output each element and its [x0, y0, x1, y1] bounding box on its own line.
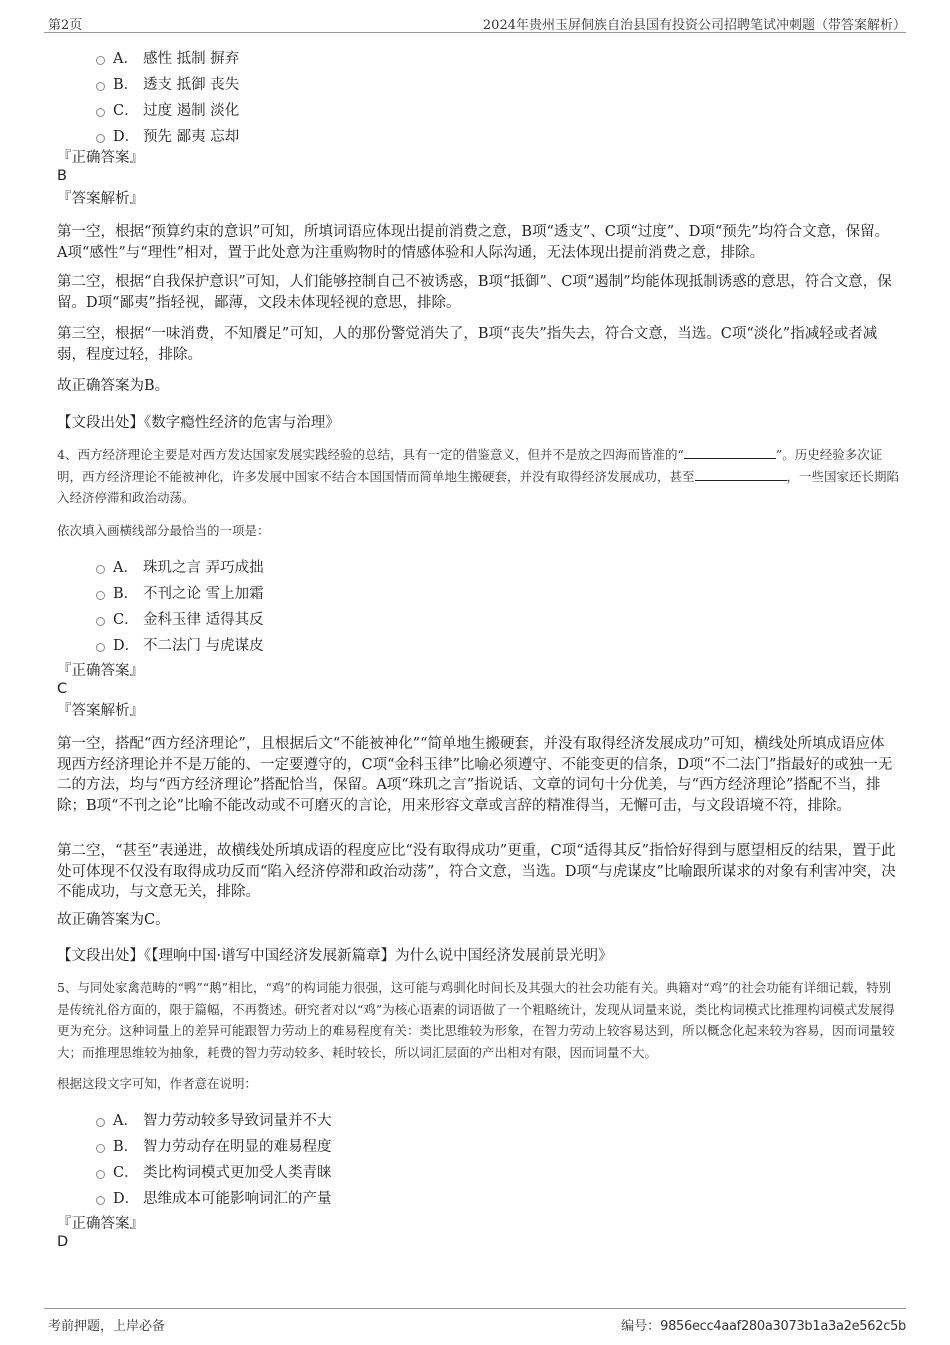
q5-correct-answer-label: 『正确答案』	[57, 1216, 144, 1232]
header-divider	[44, 32, 906, 33]
q5-options	[96, 1106, 332, 1210]
q3-analysis-2: 第二空，根据“自我保护意识”可知，人们能够控制自己不被诱惑，B项“抵御”、C项“遏制”均能体现抵制诱惑的意思，符合文意，保留。D项“鄙夷”指轻视，鄙薄，文段未体现轻视的意思，排除。	[57, 274, 892, 311]
radio-icon[interactable]	[96, 1170, 105, 1179]
radio-icon[interactable]	[96, 1196, 105, 1205]
footer-divider	[44, 1308, 906, 1309]
radio-icon[interactable]	[96, 643, 105, 652]
q4-analysis-label: 『答案解析』	[57, 703, 144, 719]
q4-stem: 4、西方经济理论主要是对西方发达国家发展实践经验的总结，具有一定的借鉴意义，但并不是放之四海而皆准的“ ”。历史经验多次证明，西方经济理论不能被神化，许多发展中国家不结合本国国情而简单地生搬硬套，并没有取得经济发展成功，甚至 ，一些国家还长期陷入经济停滞和政治动荡。	[57, 447, 900, 505]
q3-analysis-label: 『答案解析』	[57, 191, 144, 207]
q4-answer: C	[57, 681, 68, 697]
radio-icon[interactable]	[96, 134, 105, 143]
q3-source: 【文段出处】《数字瘾性经济的危害与治理》	[57, 415, 340, 431]
q4-option-a[interactable]: A． 珠玑之言 弄巧成拙	[96, 553, 264, 579]
radio-icon[interactable]	[96, 82, 105, 91]
q5-option-a[interactable]: A． 智力劳动较多导致词量并不大	[96, 1106, 332, 1132]
q4-option-c[interactable]: C． 金科玉律 适得其反	[96, 605, 264, 631]
fill-blank-2[interactable]	[695, 468, 787, 481]
q3-correct-answer-label: 『正确答案』	[57, 150, 144, 166]
q4-analysis-1: 第一空，搭配“西方经济理论”，且根据后文“不能被神化”“简单地生搬硬套，并没有取得经济发展成功”可知，横线处所填成语应体现西方经济理论并不是万能的、一定要遵守的，C项“金科玉律”比喻必须遵守、不能变更的信条，D项“不二法门”指最好的或独一无二的方法，均与“西方经济理论”搭配恰当，保留。A项“珠玑之言”指说话、文章的词句十分优美，与“西方经济理论”搭配不当，排除；B项“不刊之论”比喻不能改动或不可磨灭的言论，用来形容文章或言辞的精准得当，无懈可击，与文段语境不符，排除。	[57, 736, 893, 814]
q4-option-b[interactable]: B． 不刊之论 雪上加霜	[96, 579, 264, 605]
q5-answer: D	[57, 1234, 69, 1250]
footer-slogan: 考前押题，上岸必备	[48, 1319, 166, 1334]
q3-option-a[interactable]: A． 感性 抵制 摒弃	[96, 44, 239, 70]
q3-conclusion: 故正确答案为B。	[57, 378, 170, 394]
q5-option-b[interactable]: B． 智力劳动存在明显的难易程度	[96, 1132, 332, 1158]
q5-option-c[interactable]: C． 类比构词模式更加受人类青睐	[96, 1158, 332, 1184]
q4-prompt: 依次填入画横线部分最恰当的一项是：	[57, 523, 270, 538]
fill-blank-1[interactable]	[684, 446, 776, 459]
q3-analysis-3: 第三空，根据“一味消费，不知餍足”可知，人的那份警觉消失了，B项“丧失”指失去，符合文意，当选。C项“淡化”指减轻或者减弱，程度过轻，排除。	[57, 326, 878, 363]
page-number: 第2页	[48, 18, 83, 33]
q3-option-d[interactable]: D． 预先 鄙夷 忘却	[96, 122, 239, 148]
radio-icon[interactable]	[96, 591, 105, 600]
q4-conclusion: 故正确答案为C。	[57, 912, 170, 928]
q3-analysis-1: 第一空，根据“预算约束的意识”可知，所填词语应体现出提前消费之意，B项“透支”、C项“过度”、D项“预先”均符合文意，保留。A项“感性”与“理性”相对，置于此处意为注重购物时的情感体验和人际沟通，无法体现出提前消费之意，排除。	[57, 224, 890, 261]
radio-icon[interactable]	[96, 56, 105, 65]
q4-source: 【文段出处】《【理响中国·谱写中国经济发展新篇章】为什么说中国经济发展前景光明》	[57, 948, 613, 964]
q4-analysis-2: 第二空，“甚至”表递进，故横线处所填成语的程度应比“没有取得成功”更重，C项“适得其反”指恰好得到与愿望相反的结果，置于此处可体现不仅没有取得成功反而“陷入经济停滞和政治动荡”，符合文意，当选。D项“与虎谋皮”比喻跟所谋求的对象有利害冲突，决不能成功，与文意无关，排除。	[57, 843, 896, 900]
q4-correct-answer-label: 『正确答案』	[57, 663, 144, 679]
radio-icon[interactable]	[96, 565, 105, 574]
q4-options	[96, 553, 264, 657]
q3-answer: B	[57, 168, 67, 184]
q3-option-b[interactable]: B． 透支 抵御 丧失	[96, 70, 239, 96]
radio-icon[interactable]	[96, 108, 105, 117]
q5-stem: 5、与同处家禽范畴的“鸭”“鹅”相比，“鸡”的构词能力很强，这可能与鸡驯化时间长及其强大的社会功能有关。典籍对“鸡”的社会功能有详细记载，特别是传统礼俗方面的，限于篇幅，不再赘述。研究者对以“鸡”为核心语素的词语做了一个粗略统计，发现从词量来说，类比构词模式比推理构词模式发展得更为充分。这种词量上的差异可能跟智力劳动上的难易程度有关：类比思维较为形象，在智力劳动上较容易达到，所以概念化起来较为容易，因而词量较大；而推理思维较为抽象，耗费的智力劳动较多、耗时较长，所以词汇层面的产出相对有限，因而词量不大。	[57, 980, 895, 1060]
document-title: 2024年贵州玉屏侗族自治县国有投资公司招聘笔试冲刺题（带答案解析）	[482, 18, 906, 33]
q3-options	[96, 44, 239, 148]
document-code: 编号：9856ecc4aaf280a3073b1a3a2e562c5b	[621, 1319, 906, 1334]
radio-icon[interactable]	[96, 1144, 105, 1153]
radio-icon[interactable]	[96, 1118, 105, 1127]
q3-option-c[interactable]: C． 过度 遏制 淡化	[96, 96, 239, 122]
q5-prompt: 根据这段文字可知，作者意在说明：	[57, 1076, 258, 1091]
q4-option-d[interactable]: D． 不二法门 与虎谋皮	[96, 631, 264, 657]
radio-icon[interactable]	[96, 617, 105, 626]
q5-option-d[interactable]: D． 思维成本可能影响词汇的产量	[96, 1184, 332, 1210]
